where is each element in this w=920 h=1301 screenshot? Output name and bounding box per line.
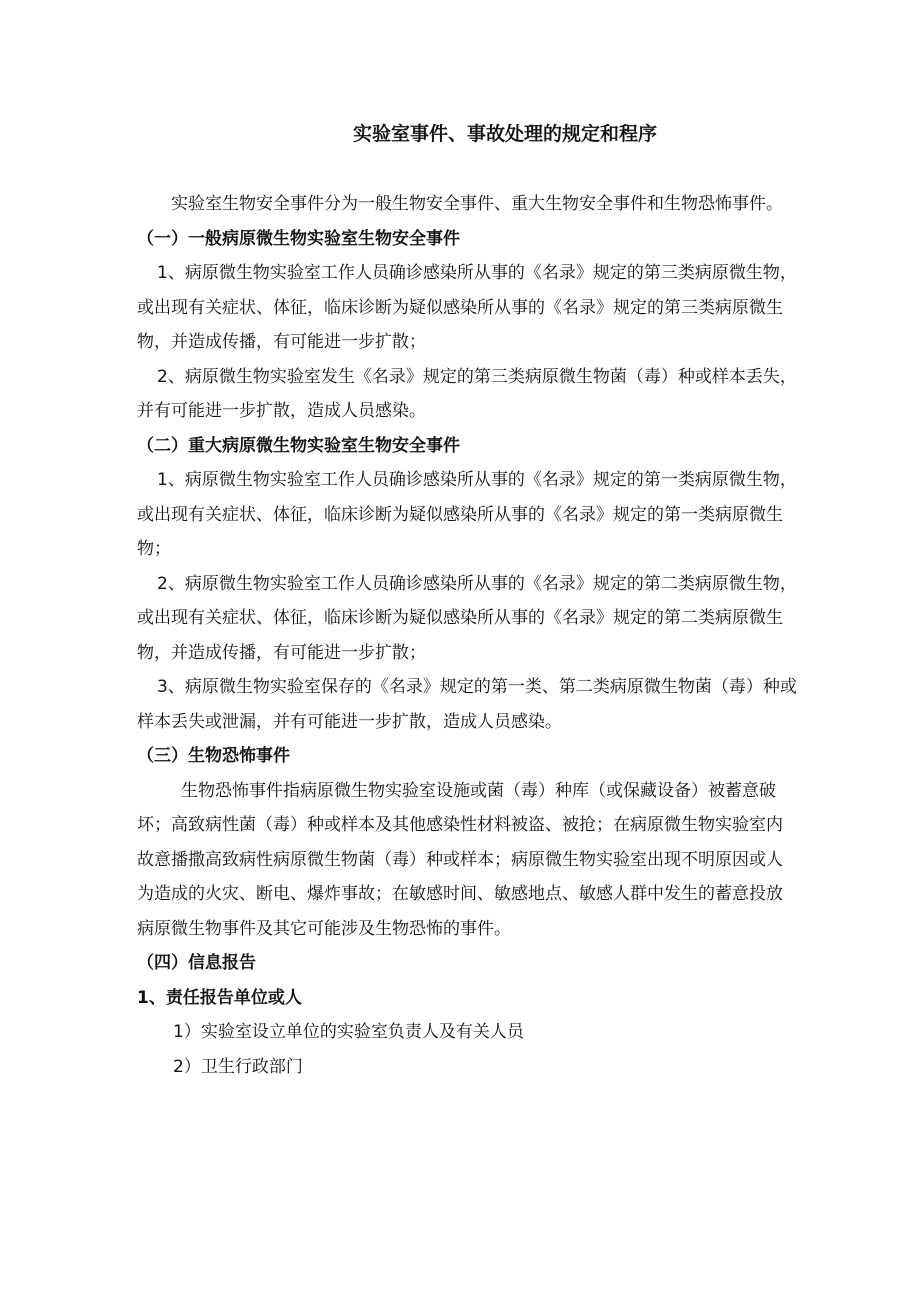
section-heading-info-report: （四）信息报告 xyxy=(137,953,256,973)
section-heading-general-event: （一）一般病原微生物实验室生物安全事件 xyxy=(137,228,460,249)
section2-item-1: 1、病原微生物实验室工作人员确诊感染所从事的《名录》规定的第一类病原微生物，或出现有关症状、体征，临床诊断为疑似感染所从事的《名录》规定的第一类病原微生物； xyxy=(137,470,797,559)
section-heading-major-event: （二）重大病原微生物实验室生物安全事件 xyxy=(137,435,460,456)
section1-item-2: 2、病原微生物实验室发生《名录》规定的第三类病原微生物菌（毒）种或样本丢失，并有可能进一步扩散，造成人员感染。 xyxy=(137,366,797,421)
section1-item-1: 1、病原微生物实验室工作人员确诊感染所从事的《名录》规定的第三类病原微生物，或出现有关症状、体征，临床诊断为疑似感染所从事的《名录》规定的第三类病原微生物，并造成传播，有可能进一步扩散； xyxy=(137,263,797,352)
section2-item-3: 3、病原微生物实验室保存的《名录》规定的第一类、第二类病原微生物菌（毒）种或样本丢失或泄漏，并有可能进一步扩散，造成人员感染。 xyxy=(137,677,797,732)
reporter-item-1: 1）实验室设立单位的实验室负责人及有关人员 xyxy=(173,1022,524,1042)
section-heading-bioterror: （三）生物恐怖事件 xyxy=(137,746,290,766)
subheading-responsible-reporter: 1、责任报告单位或人 xyxy=(137,987,302,1008)
reporter-item-2: 2）卫生行政部门 xyxy=(173,1056,303,1077)
document-body xyxy=(137,187,797,1084)
section3-paragraph: 生物恐怖事件指病原微生物实验室设施或菌（毒）种库（或保藏设备）被蓄意破坏；高致病性菌（毒）种或样本及其他感染性材料被盗、被抢；在病原微生物实验室内故意播撒高致病性病原微生物菌（毒）种或样本；病原微生物实验室出现不明原因或人为造成的火灾、断电、爆炸事故；在敏感时间、敏感地点、敏感人群中发生的蓄意投放病原微生物事件及其它可能涉及生物恐怖的事件。 xyxy=(137,780,783,939)
section2-item-2: 2、病原微生物实验室工作人员确诊感染所从事的《名录》规定的第二类病原微生物，或出现有关症状、体征，临床诊断为疑似感染所从事的《名录》规定的第二类病原微生物，并造成传播，有可能进一步扩散； xyxy=(137,573,797,663)
document-title: 实验室事件、事故处理的规定和程序 xyxy=(352,123,657,145)
intro-paragraph: 实验室生物安全事件分为一般生物安全事件、重大生物安全事件和生物恐怖事件。 xyxy=(171,194,783,214)
